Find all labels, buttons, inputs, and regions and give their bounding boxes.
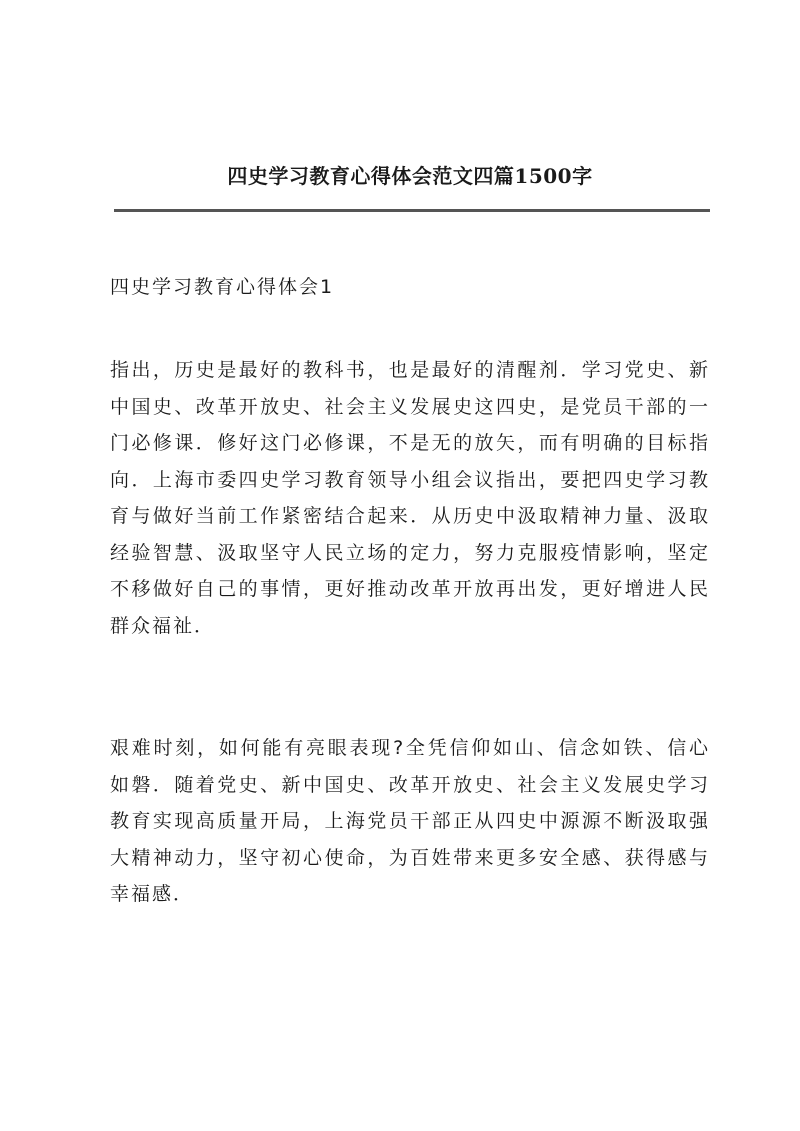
paragraph: 指出，历史是最好的教科书，也是最好的清醒剂．学习党史、新中国史、改革开放史、社会主义发展史这四史，是党员干部的一门必修课．修好这门必修课，不是无的放矢，而有明确的目标指向．上海市委四史学习教育领导小组会议指出，要把四史学习教育与做好当前工作紧密结合起来．从历史中汲取精神力量、汲取经验智慧、汲取坚守人民立场的定力，努力克服疫情影响，坚定不移做好自己的事情，更好推动改革开放再出发，更好增进人民群众福祉． xyxy=(110,359,710,637)
title-underline-divider xyxy=(114,209,710,212)
section-heading: 四史学习教育心得体会1 xyxy=(110,276,335,298)
document-title: 四史学习教育心得体会范文四篇1500字 xyxy=(227,164,593,188)
paragraph: 艰难时刻，如何能有亮眼表现?全凭信仰如山、信念如铁、信心如磐．随着党史、新中国史、改革开放史、社会主义发展史学习教育实现高质量开局，上海党员干部正从四史中源源不断汲取强大精神动力，坚守初心使命，为百姓带来更多安全感、获得感与幸福感． xyxy=(110,737,710,905)
